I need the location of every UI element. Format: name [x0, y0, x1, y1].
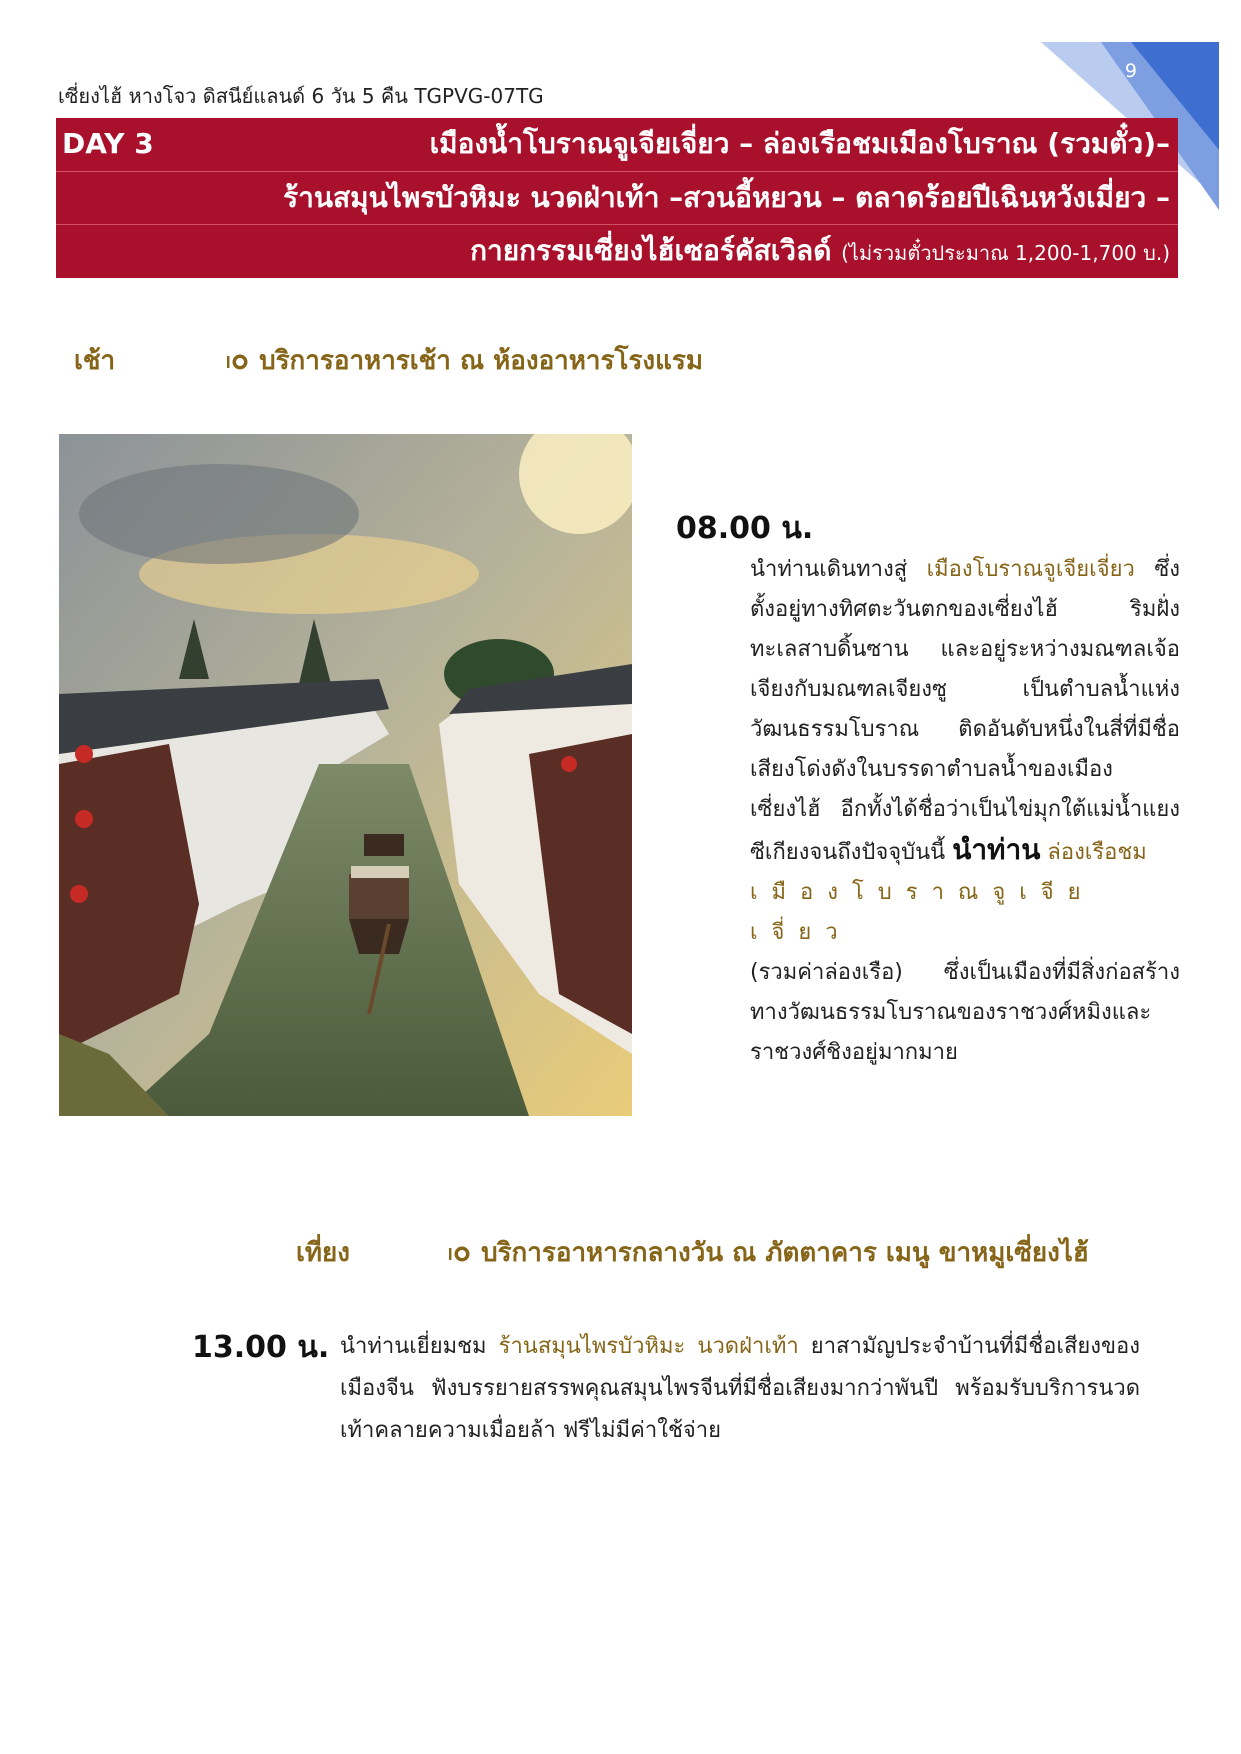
page-number: 9 [1124, 60, 1137, 82]
p0800-intro: นำท่านเดินทางสู่ [750, 557, 927, 582]
banner-line-1 [56, 118, 1178, 170]
lunch-text: บริการอาหารกลางวัน ณ ภัตตาคาร เมนู ขาหมูเซี่ยงไฮ้ [481, 1238, 1089, 1268]
breakfast-row [226, 340, 703, 381]
p1300-body: ยาสามัญประจำบ้านที่มีชื่อเสียงของเมืองจีน ฟังบรรยายสรรพคุณสมุนไพรจีนที่มีชื่อเสียงมากว่าพันปี พร้อมรับบริการนวดเท้าคลายความเมื่อยล้า ฟรีไม่มีค่าใช้จ่าย [340, 1334, 1140, 1443]
breakfast-label: เช้า [74, 346, 116, 376]
p1300-highlight: ร้านสมุนไพรบัวหิมะ นวดฝ่าเท้า [498, 1334, 799, 1359]
banner-line-2-text: ร้านสมุนไพรบัวหิมะ นวดฝ่าเท้า –สวนอี้หยวน – ตลาดร้อยปีเฉินหวังเมี่ยว – [283, 181, 1170, 214]
banner-line-1-text: เมืองน้ำโบราณจูเจียเจี่ยว – ล่องเรือชมเมืองโบราณ (รวมตั๋ว)– [429, 127, 1170, 160]
lunch-row [448, 1232, 1089, 1273]
p0800-spaced: เมืองโบราณจูเจียเจี่ยว [750, 880, 1095, 945]
banner-line-3-text [470, 225, 1170, 279]
document-code: เซี่ยงไฮ้ หางโจว ดิสนีย์แลนด์ 6 วัน 5 คืน TGPVG-07TG [58, 84, 544, 108]
lunch-label: เที่ยง [296, 1238, 350, 1268]
p0800-highlight: เมืองโบราณจูเจียเจี่ยว [926, 557, 1135, 582]
p1300-intro: นำท่านเยี่ยมชม [340, 1334, 499, 1359]
p0800-highlight-2: ล่องเรือชม [1040, 840, 1147, 865]
paragraph-0800 [750, 550, 1180, 1073]
paragraph-1300 [340, 1326, 1140, 1452]
banner-line-3 [56, 224, 1178, 277]
day-banner [56, 118, 1178, 278]
p0800-body: ซึ่งตั้งอยู่ทางทิศตะวันตกของเซี่ยงไฮ้ ริมฝั่งทะเลสาบดิ้นซาน และอยู่ระหว่างมณฑลเจ้อเจียงกับมณฑลเจียงซู เป็นตำบลน้ำแห่งวัฒนธรรมโบราณ ติดอันดับหนึ่งในสี่ที่มีชื่อเสียงโด่งดังในบรรดาตำบลน้ำของเมืองเซี่ยงไฮ้ อีกทั้งได้ชื่อว่าเป็นไข่มุกใต้แม่น้ำแยงซีเกียงจนถึงปัจจุบันนี้ [750, 557, 1181, 865]
banner-line-3-note: (ไม่รวมตั๋วประมาณ 1,200-1,700 บ.) [841, 241, 1170, 265]
banner-line-2 [56, 171, 1178, 224]
dining-icon [226, 353, 250, 371]
p0800-bold: นำท่าน [952, 833, 1041, 866]
p0800-end: (รวมค่าล่องเรือ) ซึ่งเป็นเมืองที่มีสิ่งก่อสร้างทางวัฒนธรรมโบราณของราชวงศ์หมิงและราชวงศ์ชิงอยู่มากมาย [750, 960, 1180, 1065]
breakfast-text: บริการอาหารเช้า ณ ห้องอาหารโรงแรม [259, 346, 703, 376]
day-label: DAY 3 [62, 127, 154, 160]
banner-line-3-main: กายกรรมเซี่ยงไฮ้เซอร์คัสเวิลด์ [470, 234, 842, 267]
dining-icon [448, 1245, 472, 1263]
time-0800: 08.00 น. [676, 511, 814, 546]
time-1300: 13.00 น. [192, 1330, 330, 1365]
water-town-photo [59, 434, 632, 1116]
